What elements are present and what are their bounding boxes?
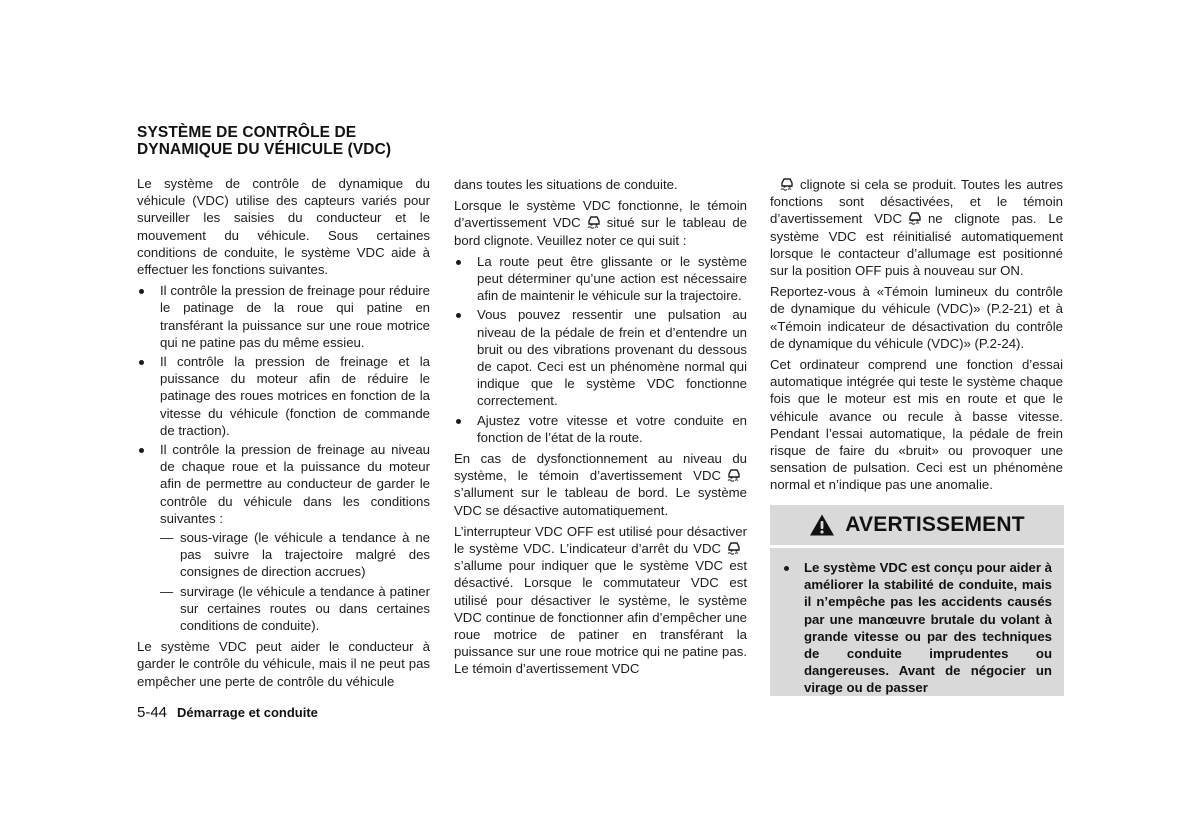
- bullet-icon: [139, 448, 144, 453]
- list-item: [137, 282, 430, 351]
- vdc-off-paragraph: [454, 523, 747, 678]
- column-2: [454, 176, 747, 682]
- paragraph-text: s’allume pour indiquer que le système VDC est désactivé. Lorsque le commutateur VDC est utilisé pour désactiver le système, le système VDC continue de fonctionner afin d’empêcher une roue motrice de patiner en transférant la puissance sur une roue motrice qui ne patine pas. Le témoin d’avertissement VDC: [454, 558, 747, 677]
- bullet-icon: [456, 313, 461, 318]
- continued-paragraph: dans toutes les situations de conduite.: [454, 177, 678, 192]
- column-3: [770, 176, 1063, 498]
- paragraph-text: Lorsque le système VDC fonctionne, le témoin d’avertissement VDC: [454, 198, 747, 231]
- self-test-paragraph: Cet ordinateur comprend une fonction d’essai automatique intégrée qui teste le système chaque fois que le moteur est mis en route et que le véhicule avance ou recule à basse vitesse. Pendant l’essai automatique, la pédale de frein risque de faire du «bruit» ou provoquer une sensation de pulsation. Ceci est un phénomène normal et n’indique pas une anomalie.: [770, 357, 1063, 493]
- column-1: [137, 175, 430, 694]
- dash-icon: —: [160, 530, 174, 546]
- warning-title: AVERTISSEMENT: [845, 513, 1025, 536]
- list-item: [137, 441, 430, 634]
- list-item: [782, 559, 1052, 696]
- sublist-item-text: survirage (le véhicule a tendance à patiner sur certaines routes ou dans certaines conditions de conduite).: [180, 583, 430, 634]
- warning-light-paragraph: [454, 197, 747, 249]
- intro-paragraph: Le système de contrôle de dynamique du véhicule (VDC) utilise des capteurs variés pour surveiller les saisies du conducteur et le mouvement du véhicule. Sous certaines conditions de conduite, le système VDC aide à effectuer les fonctions suivantes.: [137, 176, 430, 278]
- bullet-icon: [456, 419, 461, 424]
- vdc-skid-car-icon: [725, 541, 743, 555]
- paragraph-text: s’allument sur le tableau de bord. Le système VDC se désactive automatiquement.: [454, 485, 747, 518]
- warning-triangle-icon: [809, 513, 835, 537]
- vdc-skid-car-icon: [778, 177, 796, 191]
- page-number: 5-44: [137, 704, 168, 721]
- bullet-icon: [456, 260, 461, 265]
- bullet-icon: [139, 360, 144, 365]
- list-item: [454, 306, 747, 409]
- section-name: Démarrage et conduite: [177, 705, 318, 720]
- list-item-text: Il contrôle la pression de freinage et la puissance du moteur afin de réduire le patinage des roues motrices en fonction de la vitesse du véhicule (fonction de commande de traction).: [160, 354, 430, 438]
- condition-sublist: [160, 529, 430, 634]
- list-item-text: La route peut être glissante or le système peut déterminer qu’une action est nécessaire afin de maintenir le véhicule sur la trajectoire.: [477, 253, 747, 304]
- page-footer: [137, 704, 318, 721]
- paragraph-text: situé sur le tableau de bord clignote. Veuillez noter ce qui suit :: [454, 215, 748, 248]
- bullet-icon: [784, 566, 789, 571]
- function-list: [137, 282, 430, 634]
- list-item-text: Ajustez votre vitesse et votre conduite en fonction de l’état de la route.: [477, 412, 747, 445]
- closing-paragraph: Le système VDC peut aider le conducteur à garder le contrôle du véhicule, mais il ne peut pas empêcher une perte de contrôle du véhicule: [137, 639, 430, 689]
- note-list: [454, 253, 747, 446]
- paragraph-text: ne clignote pas. Le système VDC est réinitialisé automatiquement lorsque le contacteur d’allumage est positionné sur la position OFF puis à nouveau sur ON.: [770, 211, 1063, 279]
- paragraph-text: L’interrupteur VDC OFF est utilisé pour désactiver le système VDC. L’indicateur d’arrêt du VDC: [454, 523, 747, 557]
- bullet-icon: [139, 289, 144, 294]
- malfunction-paragraph: [454, 450, 747, 519]
- list-item: [137, 353, 430, 439]
- list-item-text: Il contrôle la pression de freinage pour réduire le patinage de la roue qui patine en transférant la puissance sur une roue motrice qui ne patine pas du même essieu.: [160, 283, 430, 350]
- section-title-line-1: SYSTÈME DE CONTRÔLE DE: [137, 124, 357, 141]
- section-title: [137, 124, 437, 158]
- warning-list: [782, 559, 1052, 696]
- list-item: [454, 412, 747, 446]
- warning-text: Le système VDC est conçu pour aider à améliorer la stabilité de conduite, mais il n’empêche pas les accidents causés par une manœuvre brutale du volant à grande vitesse ou par des techniques de conduite imprudentes ou dangereuses. Avant de négocier un virage ou de passer: [804, 560, 1052, 696]
- dash-icon: —: [160, 583, 174, 599]
- list-item: [454, 253, 747, 305]
- vdc-skid-car-icon: [585, 215, 603, 229]
- sublist-item-text: sous-virage (le véhicule a tendance à ne pas suivre la trajectoire malgré des consignes de direction accrues): [180, 530, 430, 580]
- list-item-text: Vous pouvez ressentir une pulsation au niveau de la pédale de frein et d’entendre un bruit ou des vibrations provenant du dessous de capot. Ceci est un phénomène normal qui indique que le système VDC fonctionne correctement.: [477, 307, 747, 409]
- warning-box: [770, 505, 1064, 696]
- section-title-line-2: DYNAMIQUE DU VÉHICULE (VDC): [137, 141, 392, 158]
- list-item-text: Il contrôle la pression de freinage au niveau de chaque roue et la puissance du moteur afin de permettre au conducteur de garder le contrôle du véhicule dans les conditions suivantes :: [160, 442, 430, 526]
- sublist-item: [160, 583, 430, 635]
- sublist-item: [160, 529, 430, 581]
- paragraph-text: clignote si cela se produit. Toutes les autres fonctions sont désactivées, et le témoin d’avertissement VDC: [770, 177, 1063, 227]
- vdc-skid-car-icon: [725, 468, 743, 482]
- warning-header: [770, 505, 1064, 545]
- vdc-skid-car-icon: [906, 211, 924, 225]
- warning-body: [770, 548, 1064, 696]
- blink-paragraph: [770, 176, 1063, 279]
- reference-paragraph: Reportez-vous à «Témoin lumineux du contrôle de dynamique du véhicule (VDC)» (P.2-21) et à «Témoin indicateur de désactivation du contrôle de dynamique du véhicule (VDC)» (P.2-24).: [770, 284, 1063, 351]
- paragraph-text: En cas de dysfonctionnement au niveau du système, le témoin d’avertissement VDC: [454, 451, 747, 484]
